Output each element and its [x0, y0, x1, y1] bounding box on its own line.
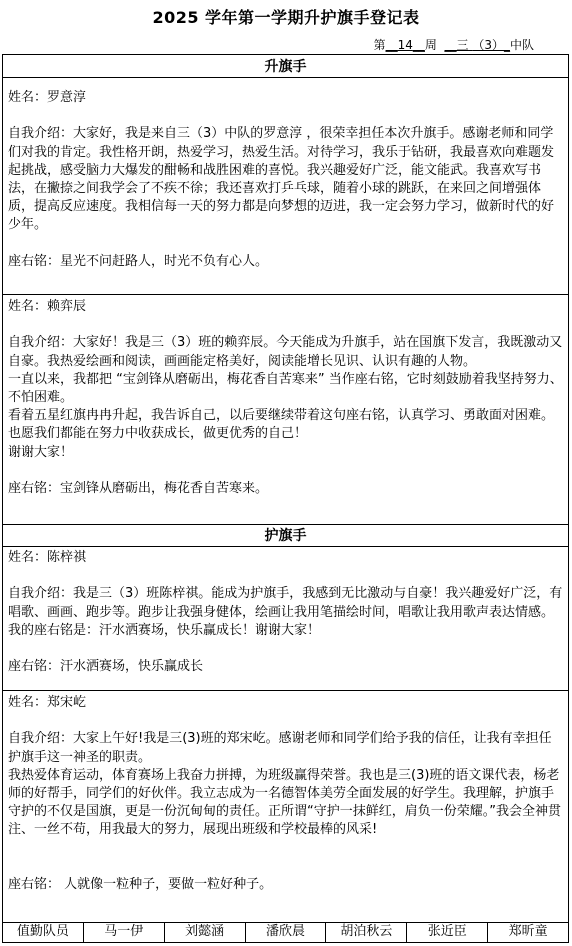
duty-member: 胡泊秋云: [326, 922, 407, 942]
divider: [3, 690, 568, 691]
person-entry-luo: [8, 89, 563, 271]
person-name: 姓名：郑宋屹: [8, 695, 87, 710]
person-intro: 看着五星红旗冉冉升起，我告诉自己，以后要继续带着这句座右铭，认真学习、勇敢面对困难。也愿我们都能在努力中收获成长，做更优秀的自己！: [8, 408, 555, 442]
week-number: __14__: [385, 38, 425, 52]
person-motto: 座右铭：宝剑锋从磨砺出，梅花香自苦寒来。: [8, 481, 269, 496]
duty-member: 张近臣: [407, 922, 488, 942]
divider: [3, 294, 568, 295]
duty-member: 潘欣晨: [246, 922, 327, 942]
duty-row: [3, 922, 568, 942]
week-prefix: 第: [373, 38, 386, 52]
duty-member: 马一伊: [84, 922, 165, 942]
guard-section-header: 护旗手: [264, 528, 307, 544]
page-title: 2025 学年第一学期升护旗手登记表: [152, 8, 420, 27]
divider: [3, 524, 568, 525]
divider: [3, 77, 568, 78]
person-entry-lai: [8, 298, 563, 498]
divider: [3, 546, 568, 547]
person-name: 姓名：陈梓祺: [8, 550, 87, 565]
person-entry-zheng: [8, 694, 563, 894]
person-motto: 座右铭：汗水洒赛场，快乐赢成长: [8, 659, 204, 675]
person-entry-chen: [8, 549, 563, 676]
unit-label: 中队: [509, 38, 534, 52]
person-motto: 座右铭： 人就像一粒种子，要做一粒好种子。: [8, 876, 273, 892]
week-class-line: [374, 36, 534, 53]
raise-section-header: 升旗手: [264, 59, 307, 75]
duty-member: 刘懿涵: [165, 922, 246, 942]
person-intro: 我热爱体育运动，体育赛场上我奋力拼搏，为班级赢得荣誉。我也是三(3)班的语文课代表，杨老师的好帮手，同学们的好伙伴。我立志成为一名德智体美劳全面发展的好学生。我理解，护旗手守护的不仅是国旗，更是一份沉甸甸的责任。正所谓“守护一抹鲜红，肩负一份荣耀。”我会全神贯注、一丝不苟，用我最大的努力，展现出班级和学校最棒的风采!: [8, 767, 561, 838]
duty-member: 郑昕童: [508, 924, 548, 939]
person-name: 姓名：赖弈辰: [8, 299, 87, 314]
person-motto: 座右铭：星光不问赶路人，时光不负有心人。: [8, 253, 269, 269]
class-field: __三 （3）_: [444, 38, 510, 52]
week-suffix: 周: [424, 38, 437, 52]
person-intro: 谢谢大家！: [8, 444, 74, 460]
registration-table: [2, 54, 569, 943]
person-intro: 自我介绍：我是三（3）班陈梓祺。能成为护旗手，我感到无比激动与自豪！我兴趣爱好广泛，有唱歌、画画、跑步等。跑步让我强身健体，绘画让我用笔描绘时间，唱歌让我用歌声表达情感。我的座右铭是：汗水洒赛场，快乐赢成长！谢谢大家！: [8, 586, 563, 638]
person-intro: 自我介绍：大家上午好!我是三(3)班的郑宋屹。感谢老师和同学们给予我的信任，让我有幸担任护旗手这一神圣的职责。: [8, 731, 552, 765]
person-intro: 自我介绍：大家好，我是来自三（3）中队的罗意淳 ，很荣幸担任本次升旗手。感谢老师和同学们对我的肯定。我性格开朗，热爱学习，热爱生活。对待学习，我乐于钻研，我最喜欢向难题发起挑战，感受脑力大爆发的酣畅和战胜困难的喜悦。我兴趣爱好广泛，能文能武。我喜欢写书法，在撇捺之间我学会了不疾不徐；我还喜欢打乒乓球，随着小球的跳跃，在来回之间增强体质，提高反应速度。我相信每一天的努力都是向梦想的迈进，我一定会努力学习，做新时代的好少年。: [8, 126, 555, 233]
class-grade: 三: [456, 38, 469, 52]
person-name: 姓名：罗意淳: [8, 90, 87, 105]
duty-label: 值勤队员: [3, 922, 84, 942]
person-intro: 自我介绍：大家好！我是三（3）班的赖弈辰。今天能成为升旗手，站在国旗下发言，我既激动又自豪。我热爱绘画和阅读，画画能定格美好，阅读能增长见识、认识有趣的人物。: [8, 335, 563, 369]
class-num: （3）: [472, 38, 504, 52]
person-intro: 一直以来，我都把 “宝剑锋从磨砺出，梅花香自苦寒来” 当作座右铭，它时刻鼓励着我坚持努力、不怕困难。: [8, 371, 563, 405]
